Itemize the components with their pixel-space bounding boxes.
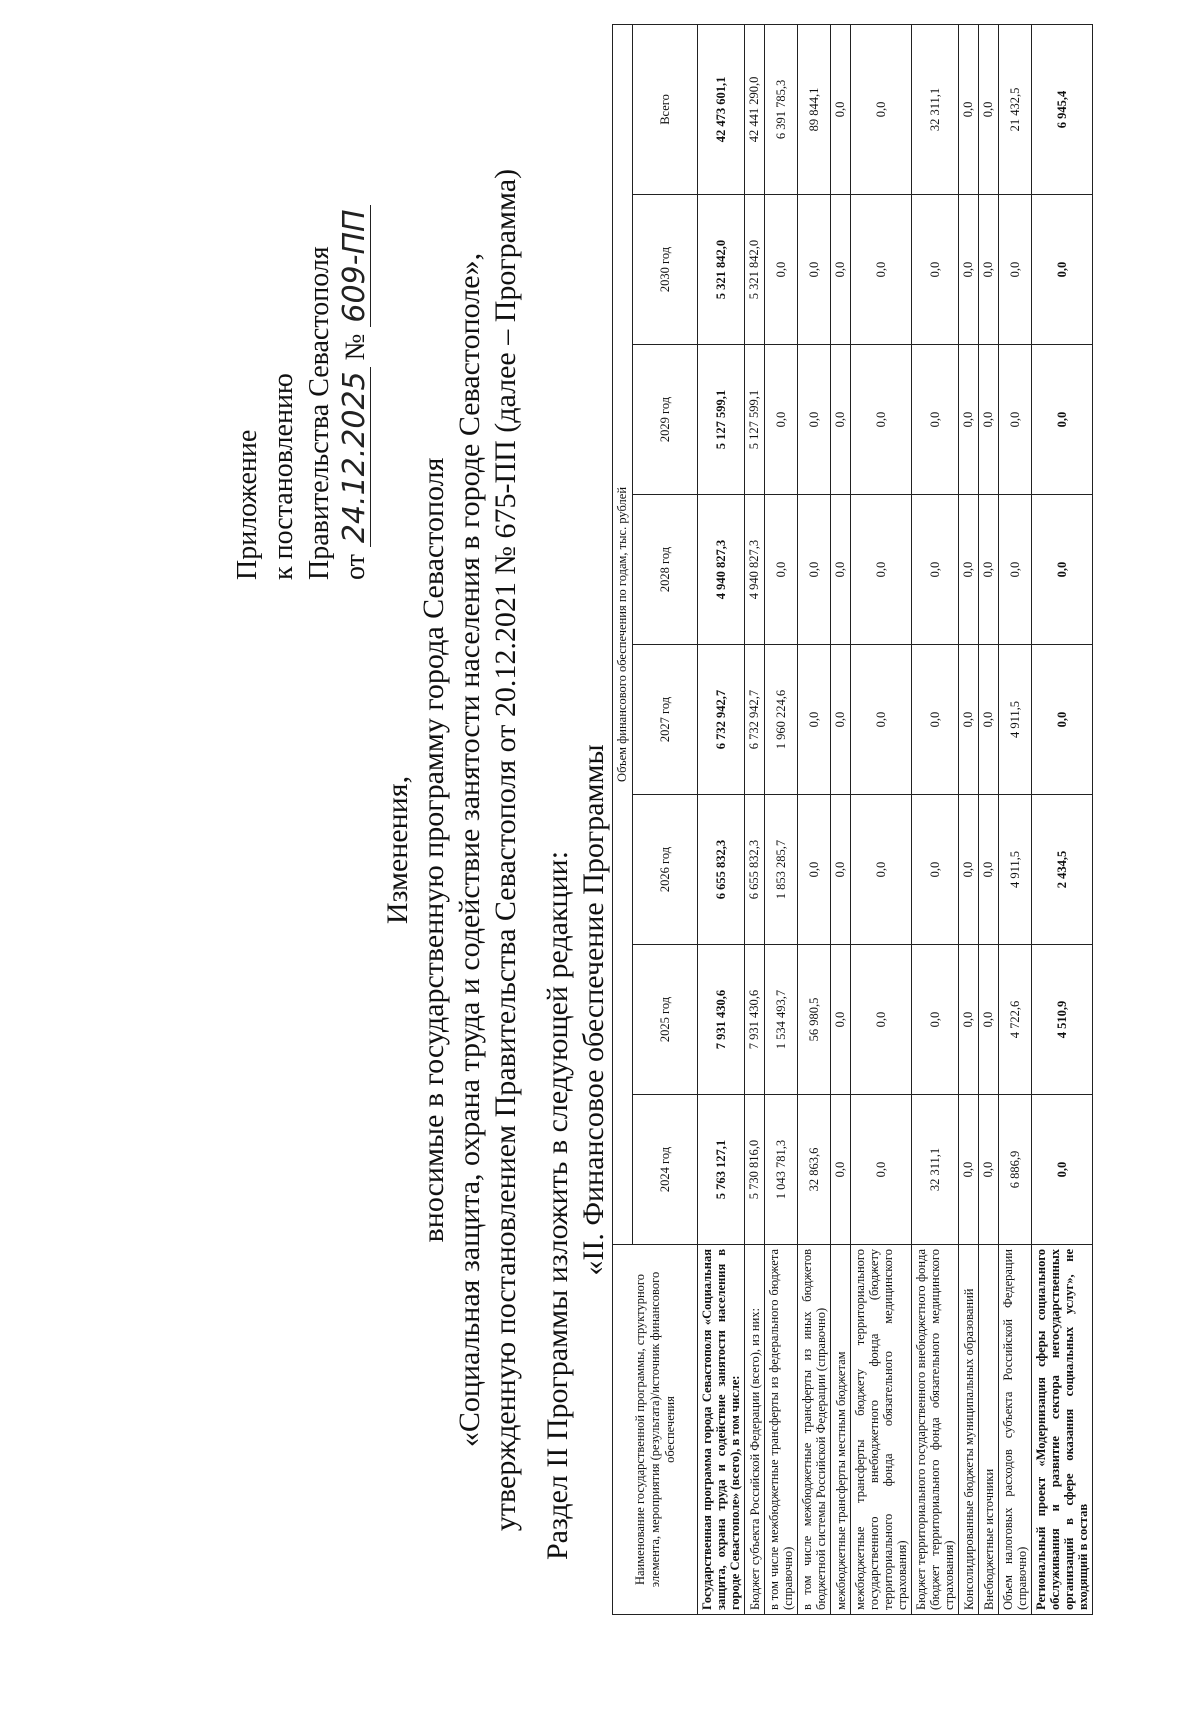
financing-table bbox=[612, 24, 1093, 1615]
row-value: 0,0 bbox=[959, 24, 979, 194]
column-header-name: Наименование государственной программы, структурного элемента, мероприятия (результата)/источник финансового обеспечения bbox=[613, 1245, 698, 1615]
title-line-4: утвержденную постановлением Правительства Севастополя от 20.12.2021 № 675-ПП (далее – Программа) bbox=[489, 168, 522, 1532]
appendix-block bbox=[230, 60, 374, 580]
row-label: Государственная программа города Севастополя «Социальная защита, охрана труда и содействие занятости населения в городе Севастополе» (всего), в том числе: bbox=[698, 1245, 745, 1615]
row-value: 0,0 bbox=[979, 645, 999, 795]
table-row bbox=[745, 24, 765, 1614]
table-row bbox=[765, 24, 798, 1614]
row-value: 4 940 827,3 bbox=[745, 495, 765, 645]
row-value: 4 510,9 bbox=[1032, 945, 1093, 1095]
row-value: 0,0 bbox=[959, 645, 979, 795]
row-value: 0,0 bbox=[851, 1095, 912, 1245]
appendix-line-3: Правительства Севастополя bbox=[304, 246, 335, 580]
appendix-line-2: к постановлению bbox=[268, 373, 299, 580]
row-value: 0,0 bbox=[798, 795, 831, 945]
row-value: 6 886,9 bbox=[999, 1095, 1032, 1245]
row-value: 0,0 bbox=[1032, 345, 1093, 495]
title-line-1: Изменения, bbox=[381, 775, 414, 925]
row-value: 6 655 832,3 bbox=[745, 795, 765, 945]
row-value: 42 441 290,0 bbox=[745, 24, 765, 194]
row-value: 32 311,1 bbox=[912, 1095, 959, 1245]
year-header: Всего bbox=[633, 24, 698, 194]
row-value: 42 473 601,1 bbox=[698, 24, 745, 194]
row-value: 0,0 bbox=[912, 795, 959, 945]
row-value: 6 655 832,3 bbox=[698, 795, 745, 945]
row-value: 0,0 bbox=[1032, 1095, 1093, 1245]
row-value: 0,0 bbox=[831, 195, 851, 345]
table-row bbox=[698, 24, 745, 1614]
title-line-2: вносимые в государственную программу города Севастополя bbox=[417, 457, 450, 1243]
section-heading: «II. Финансовое обеспечение Программы bbox=[577, 744, 610, 1276]
date-prefix: от bbox=[340, 554, 371, 580]
row-value: 0,0 bbox=[979, 495, 999, 645]
row-value: 32 863,6 bbox=[798, 1095, 831, 1245]
row-value: 5 127 599,1 bbox=[745, 345, 765, 495]
appendix-line-1: Приложение bbox=[232, 429, 263, 580]
row-value: 0,0 bbox=[979, 345, 999, 495]
row-label: Бюджет субъекта Российской Федерации (всего), из них: bbox=[745, 1245, 765, 1615]
row-label: Объем налоговых расходов субъекта Российской Федерации (справочно) bbox=[999, 1245, 1032, 1615]
row-value: 0,0 bbox=[912, 495, 959, 645]
handwritten-number: 609-ПП bbox=[340, 205, 371, 326]
row-label: в том числе межбюджетные трансферты из федерального бюджета (справочно) bbox=[765, 1245, 798, 1615]
table-row bbox=[979, 24, 999, 1614]
row-label: Внебюджетные источники bbox=[979, 1245, 999, 1615]
row-value: 0,0 bbox=[979, 795, 999, 945]
row-value: 0,0 bbox=[959, 795, 979, 945]
row-value: 0,0 bbox=[798, 495, 831, 645]
row-value: 0,0 bbox=[765, 195, 798, 345]
row-value: 0,0 bbox=[912, 945, 959, 1095]
year-header: 2027 год bbox=[633, 645, 698, 795]
row-value: 0,0 bbox=[851, 345, 912, 495]
number-prefix: № bbox=[340, 333, 371, 361]
row-value: 1 043 781,3 bbox=[765, 1095, 798, 1245]
row-value: 1 853 285,7 bbox=[765, 795, 798, 945]
row-value: 0,0 bbox=[912, 345, 959, 495]
row-value: 56 980,5 bbox=[798, 945, 831, 1095]
row-value: 0,0 bbox=[851, 495, 912, 645]
row-value: 0,0 bbox=[959, 1095, 979, 1245]
table-row bbox=[1032, 24, 1093, 1614]
row-value: 1 534 493,7 bbox=[765, 945, 798, 1095]
table-row bbox=[831, 24, 851, 1614]
row-value: 5 730 816,0 bbox=[745, 1095, 765, 1245]
title-block bbox=[380, 150, 524, 1550]
row-value: 0,0 bbox=[851, 945, 912, 1095]
row-value: 5 127 599,1 bbox=[698, 345, 745, 495]
row-value: 0,0 bbox=[831, 345, 851, 495]
row-value: 0,0 bbox=[798, 645, 831, 795]
row-label: в том числе межбюджетные трансферты из иных бюджетов бюджетной системы Российской Федерации (справочно) bbox=[798, 1245, 831, 1615]
table-row bbox=[999, 24, 1032, 1614]
row-value: 0,0 bbox=[798, 345, 831, 495]
table-body bbox=[698, 24, 1093, 1614]
row-value: 0,0 bbox=[999, 195, 1032, 345]
handwritten-date: 24.12.2025 bbox=[340, 367, 371, 547]
year-header: 2029 год bbox=[633, 345, 698, 495]
row-value: 0,0 bbox=[831, 795, 851, 945]
section-intro: Раздел II Программы изложить в следующей редакции: bbox=[541, 850, 574, 1560]
row-value: 32 311,1 bbox=[912, 24, 959, 194]
year-header: 2025 год bbox=[633, 945, 698, 1095]
row-value: 0,0 bbox=[831, 495, 851, 645]
year-header: 2026 год bbox=[633, 795, 698, 945]
title-line-3: «Социальная защита, охрана труда и содействие занятости населения в городе Севастополе», bbox=[453, 252, 486, 1448]
row-value: 4 722,6 bbox=[999, 945, 1032, 1095]
row-value: 0,0 bbox=[831, 945, 851, 1095]
row-value: 6 732 942,7 bbox=[745, 645, 765, 795]
row-value: 0,0 bbox=[831, 645, 851, 795]
row-value: 0,0 bbox=[765, 495, 798, 645]
row-value: 6 391 785,3 bbox=[765, 24, 798, 194]
column-group-header: Объем финансового обеспечения по годам, тыс. рублей bbox=[613, 24, 633, 1244]
table-row bbox=[912, 24, 959, 1614]
year-header: 2024 год bbox=[633, 1095, 698, 1245]
row-value: 7 931 430,6 bbox=[698, 945, 745, 1095]
year-header: 2030 год bbox=[633, 195, 698, 345]
row-value: 0,0 bbox=[851, 795, 912, 945]
year-header: 2028 год bbox=[633, 495, 698, 645]
row-value: 21 432,5 bbox=[999, 24, 1032, 194]
row-value: 1 960 224,6 bbox=[765, 645, 798, 795]
appendix-date-line bbox=[338, 60, 374, 580]
row-value: 0,0 bbox=[959, 495, 979, 645]
row-value: 0,0 bbox=[979, 24, 999, 194]
table-row bbox=[959, 24, 979, 1614]
row-value: 0,0 bbox=[851, 645, 912, 795]
table-row bbox=[798, 24, 831, 1614]
row-label: Бюджет территориального государственного внебюджетного фонда (бюджет территориального фонда обязательного медицинского страхования) bbox=[912, 1245, 959, 1615]
row-value: 89 844,1 bbox=[798, 24, 831, 194]
row-value: 0,0 bbox=[979, 195, 999, 345]
row-value: 0,0 bbox=[851, 195, 912, 345]
row-value: 0,0 bbox=[959, 195, 979, 345]
row-label: Консолидированные бюджеты муниципальных образований bbox=[959, 1245, 979, 1615]
row-value: 0,0 bbox=[831, 1095, 851, 1245]
row-value: 4 940 827,3 bbox=[698, 495, 745, 645]
row-value: 6 732 942,7 bbox=[698, 645, 745, 795]
row-value: 0,0 bbox=[798, 195, 831, 345]
row-value: 0,0 bbox=[959, 345, 979, 495]
row-value: 0,0 bbox=[999, 495, 1032, 645]
row-label: Региональный проект «Модернизация сферы социального обслуживания и развитие сектора негосударственных организаций в сфере оказания социальных услуг», не входящий в состав bbox=[1032, 1245, 1093, 1615]
row-value: 2 434,5 bbox=[1032, 795, 1093, 945]
row-value: 4 911,5 bbox=[999, 645, 1032, 795]
row-value: 4 911,5 bbox=[999, 795, 1032, 945]
row-value: 0,0 bbox=[1032, 645, 1093, 795]
row-value: 0,0 bbox=[979, 945, 999, 1095]
row-value: 0,0 bbox=[912, 195, 959, 345]
row-value: 6 945,4 bbox=[1032, 24, 1093, 194]
row-label: межбюджетные трансферты бюджету территориального государственного внебюджетного фонда (бюджету территориального фонда обязательного медицинского страхования) bbox=[851, 1245, 912, 1615]
row-value: 0,0 bbox=[1032, 195, 1093, 345]
row-value: 5 321 842,0 bbox=[698, 195, 745, 345]
row-value: 7 931 430,6 bbox=[745, 945, 765, 1095]
row-value: 0,0 bbox=[979, 1095, 999, 1245]
row-value: 0,0 bbox=[1032, 495, 1093, 645]
row-value: 0,0 bbox=[959, 945, 979, 1095]
table-row bbox=[851, 24, 912, 1614]
row-value: 0,0 bbox=[831, 24, 851, 194]
row-label: межбюджетные трансферты местным бюджетам bbox=[831, 1245, 851, 1615]
row-value: 0,0 bbox=[765, 345, 798, 495]
row-value: 0,0 bbox=[851, 24, 912, 194]
row-value: 0,0 bbox=[912, 645, 959, 795]
row-value: 5 763 127,1 bbox=[698, 1095, 745, 1245]
row-value: 0,0 bbox=[999, 345, 1032, 495]
row-value: 5 321 842,0 bbox=[745, 195, 765, 345]
